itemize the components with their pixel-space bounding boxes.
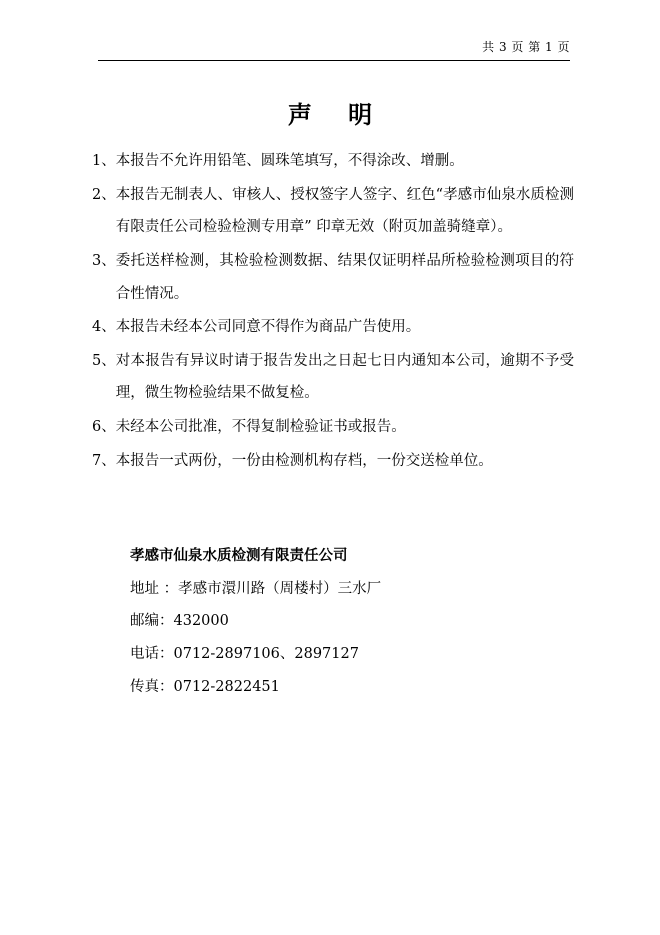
clause-number: 7、 [92,452,116,469]
clause-text: 本报告不允许用铅笔、圆珠笔填写，不得涂改、增删。 [115,153,464,169]
page-header [98,40,570,61]
list-item [92,345,574,410]
clause-text: 未经本公司批准，不得复制检验证书或报告。 [115,419,406,435]
clause-text: 本报告未经本公司同意不得作为商品广告使用。 [115,319,421,336]
clause-number: 1、 [92,153,116,169]
page-title: 声 明 [287,100,387,129]
company-contact-block [130,540,570,703]
clause-number: 2、 [92,186,116,203]
list-item [92,145,574,178]
clause-text: 对本报告有异议时请于报告发出之日起七日内通知本公司，逾期不予受理，微生物检验结果不做复检。 [115,352,574,402]
list-item [92,445,574,478]
header-divider [98,60,570,61]
list-item [92,411,574,444]
clause-text: 本报告一式两份，一份由检测机构存档，一份交送检单位。 [115,452,493,469]
company-name: 孝感市仙泉水质检测有限责任公司 [130,547,348,564]
clause-number: 4、 [92,319,116,336]
list-item [92,311,574,344]
clause-number: 5、 [92,352,116,369]
clause-list [92,145,574,478]
clause-text: 委托送样检测，其检验检测数据、结果仅证明样品所检验检测项目的符合性情况。 [115,252,574,302]
company-postcode: 邮编：432000 [130,613,229,630]
company-phone: 电话：0712-2897106、2897127 [130,645,359,662]
list-item [92,179,574,244]
clause-number: 3、 [92,252,116,269]
company-address: 地址 ：孝感市澴川路（周楼村）三水厂 [130,580,382,597]
company-fax: 传真：0712-2822451 [130,678,280,695]
clause-number: 6、 [92,419,116,435]
page-number-info: 共 3 页 第 1 页 [482,40,570,54]
list-item [92,245,574,310]
clause-text: 本报告无制表人、审核人、授权签字人签字、红色“孝感市仙泉水质检测有限责任公司检验检测专用章” 印章无效（附页加盖骑缝章）。 [115,186,574,236]
